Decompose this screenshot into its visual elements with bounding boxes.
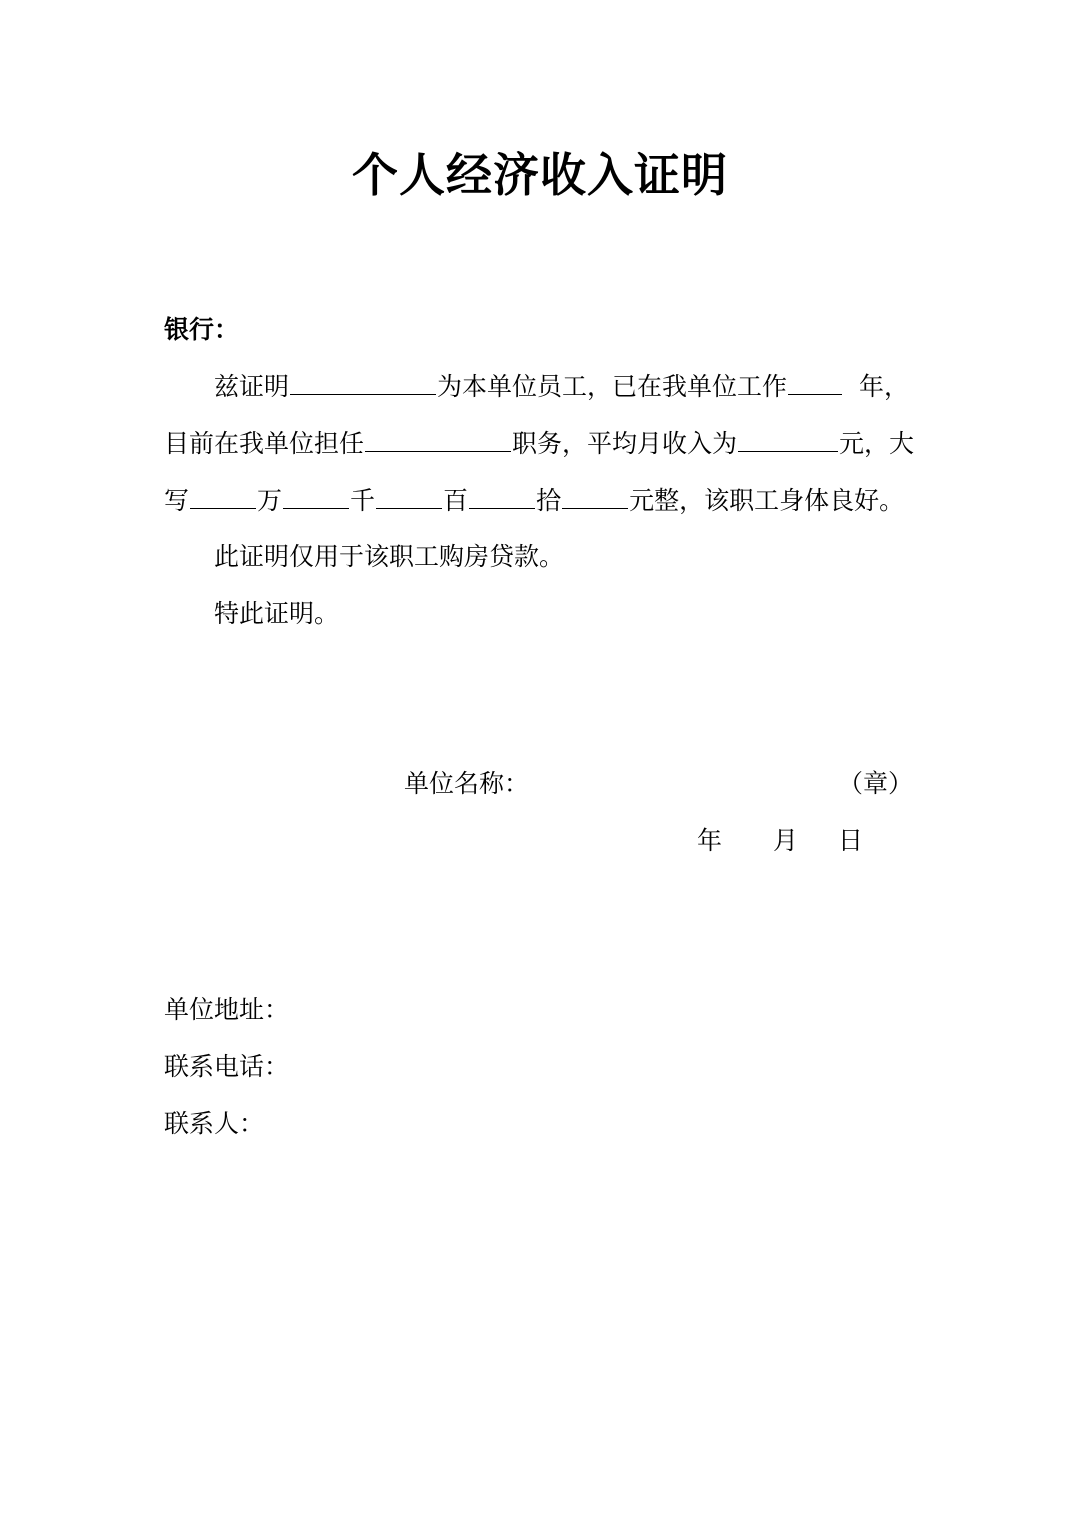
name-blank[interactable] [290, 370, 436, 395]
seal-label: （章） [838, 769, 914, 798]
text-segment: 目前在我单位担任 [164, 429, 365, 458]
text-segment: 百 [443, 486, 469, 515]
income-blank[interactable] [738, 427, 838, 452]
paragraph-1-line-2 [164, 426, 914, 462]
unit-name-label: 单位名称： [404, 769, 530, 798]
text-segment: 为本单位员工，已在我单位工作 [437, 372, 788, 401]
date-month: 月 [773, 826, 799, 855]
shi-blank[interactable] [469, 484, 535, 509]
text-segment: 拾 [536, 486, 562, 515]
text-segment: 万 [257, 486, 283, 515]
paragraph-1-line-3 [164, 483, 904, 519]
wan-blank[interactable] [190, 484, 256, 509]
qian-blank[interactable] [283, 484, 349, 509]
yuan-blank[interactable] [562, 484, 628, 509]
document-title: 个人经济收入证明 [352, 148, 728, 202]
address-label: 单位地址： [164, 995, 290, 1024]
text-segment: 千 [350, 486, 376, 515]
text-segment: 元，大 [839, 429, 915, 458]
text-segment: 职务，平均月收入为 [512, 429, 738, 458]
paragraph-2: 此证明仅用于该职工购房贷款。 [214, 542, 565, 571]
paragraph-3: 特此证明。 [214, 599, 340, 628]
years-blank[interactable] [788, 370, 842, 395]
position-blank[interactable] [365, 427, 511, 452]
text-segment: 写 [164, 486, 190, 515]
salutation: 银行： [164, 315, 240, 344]
text-segment: 兹证明 [214, 372, 290, 401]
paragraph-1-line-1 [214, 369, 909, 405]
text-segment: 年， [858, 372, 909, 401]
phone-label: 联系电话： [164, 1052, 290, 1081]
contact-label: 联系人： [164, 1109, 265, 1138]
date-day: 日 [838, 826, 864, 855]
bai-blank[interactable] [376, 484, 442, 509]
date-year: 年 [697, 826, 723, 855]
text-segment: 元整，该职工身体良好。 [629, 486, 905, 515]
